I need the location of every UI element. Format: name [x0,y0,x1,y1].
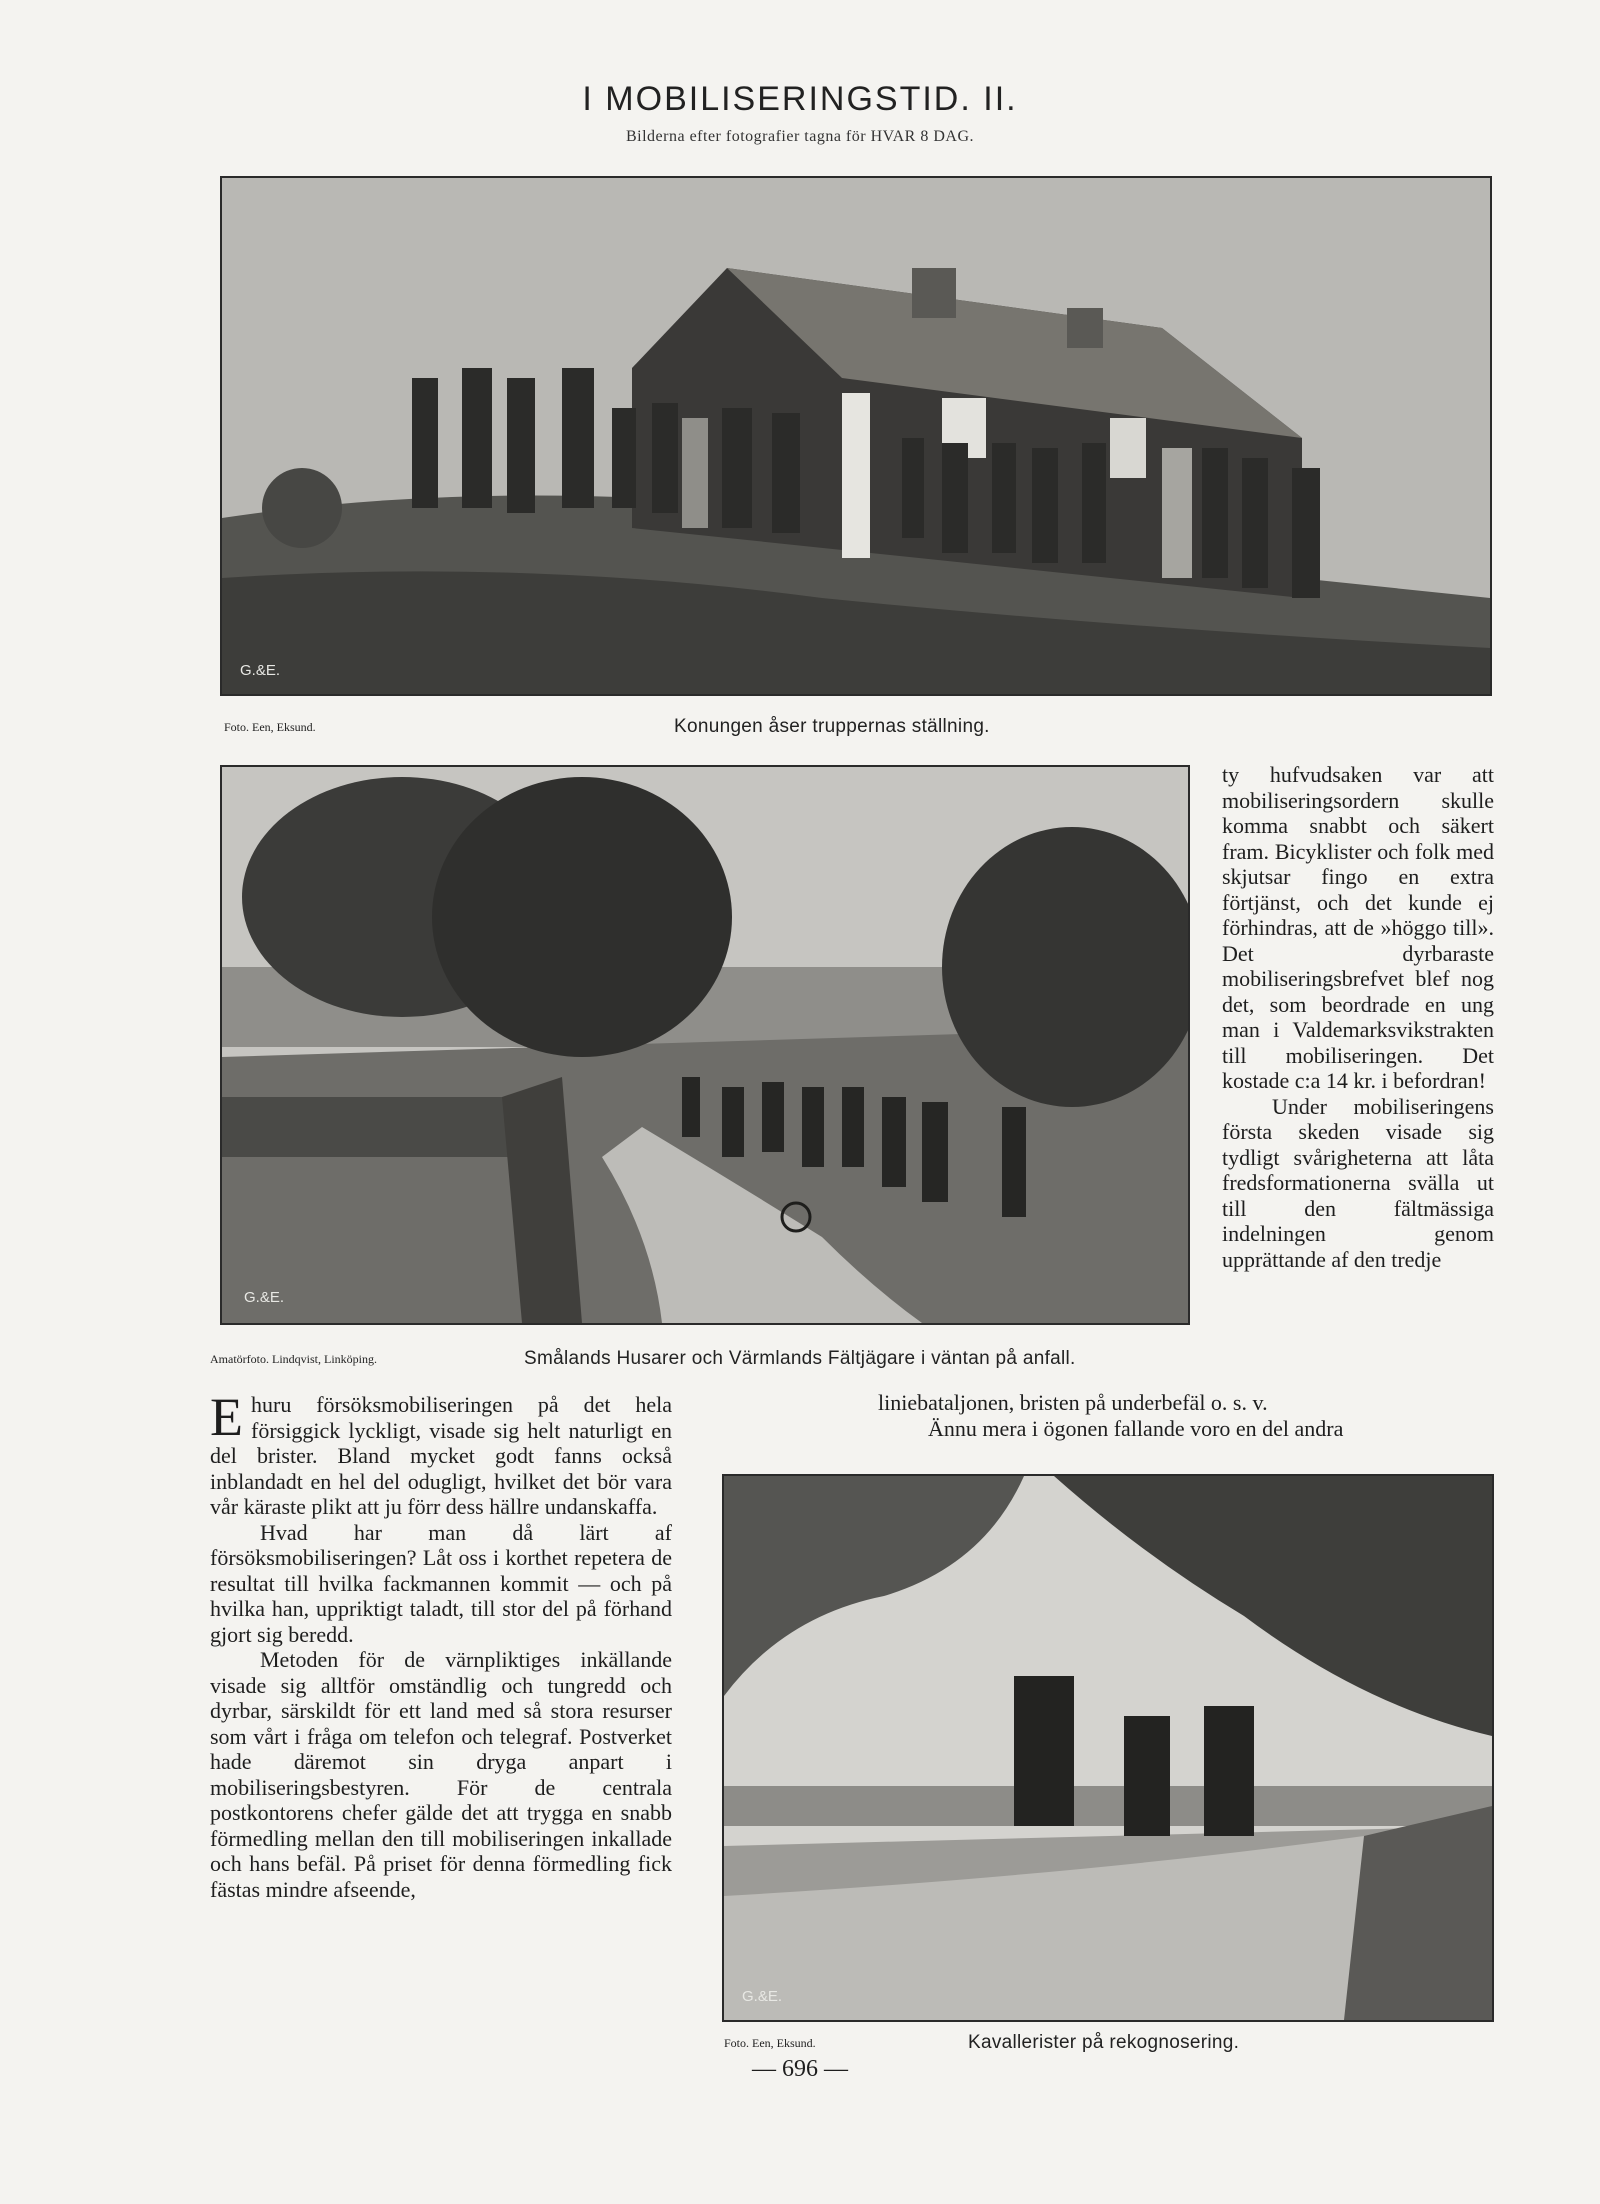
photo-credit: Foto. Een, Eksund. [724,2036,816,2050]
photo-king-inspection [220,176,1492,696]
photo-caption: Konungen åser truppernas ställning. [674,716,990,737]
page-subtitle: Bilderna efter fotografier tagna för HVAR 8 DAG. [625,128,975,145]
article-continuation-line: Ännu mera i ögonen fallande voro en del andra [928,1416,1344,1441]
paragraph: Metoden för de värnpliktiges inkällande visade sig alltför omständlig och tungredd och dyrbar, särskildt för ett land med så stora resurser som vårt i fråga om telefon och telegraf. Postverket hade däremot sin dryga anpart i mobiliseringsbestyren. För de centrala postkontorens chefer gälde det att trygga en snabb förmedling mellan den till mobiliseringen inkallade och hans befäl. På priset för denna förmedling fick fästas mindre afseende, [210,1647,672,1902]
article-left-column [210,1387,672,1902]
photo-cavalry-reconnaissance [722,1474,1494,2022]
drop-cap: E [210,1387,243,1447]
photo-engraver-mark: G.&E. [240,662,281,679]
photo-king-inspection-image [222,178,1490,694]
paragraph-text: huru försöksmobiliseringen på det hela försiggick lyckligt, visade sig helt naturligt en del brister. Bland mycket godt fanns också inblandadt en hel del odugligt, hvilket det bör vara vår käraste plikt att ju förr dess hällre undanskaffa. [210,1392,672,1519]
photo-credit: Foto. Een, Eksund. [224,720,316,734]
photo-credit: Amatörfoto. Lindqvist, Linköping. [210,1352,377,1366]
article-right-column [1222,762,1494,1272]
photo-engraver-mark: G.&E. [244,1289,285,1306]
photo-cavalry-image [724,1476,1492,2020]
photo-caption: Kavallerister på rekognosering. [968,2032,1240,2053]
article-continuation-line: liniebataljonen, bristen på underbefäl o. s. v. [878,1390,1268,1415]
paragraph [210,1387,672,1520]
paragraph: Under mobiliseringens första skeden visade sig tydligt svårigheterna att låta fredsformationerna svälla ut till den fältmässiga indelningen genom upprättande af den tredje [1222,1093,1494,1272]
photo-engraver-mark: G.&E. [742,1988,783,2005]
page-number: — 696 — [752,2056,848,2082]
photo-caption: Smålands Husarer och Värmlands Fältjägare i väntan på anfall. [524,1348,1076,1369]
photo-hussars-waiting-image [222,767,1188,1323]
paragraph: Hvad har man då lärt af försöksmobiliseringen? Låt oss i korthet repetera de resultat till hvilka fackmannen kommit — och på hvilka han, uppriktigt taladt, till stor del på förhand gjort sig beredd. [210,1519,672,1647]
page-title: I MOBILISERINGSTID. II. [582,80,1018,118]
photo-hussars-waiting [220,765,1190,1325]
paragraph: ty hufvudsaken var att mobiliseringsordern skulle komma snabbt och säkert fram. Bicyklister och folk med skjutsar fingo en extra förtjänst, och det kunde ej förhindras, att de »höggo till». Det dyrbaraste mobiliseringsbrefvet blef nog det, som beordrade en ung man i Valdemarksvikstrakten till mobiliseringen. Det kostade c:a 14 kr. i befordran! [1222,762,1494,1093]
